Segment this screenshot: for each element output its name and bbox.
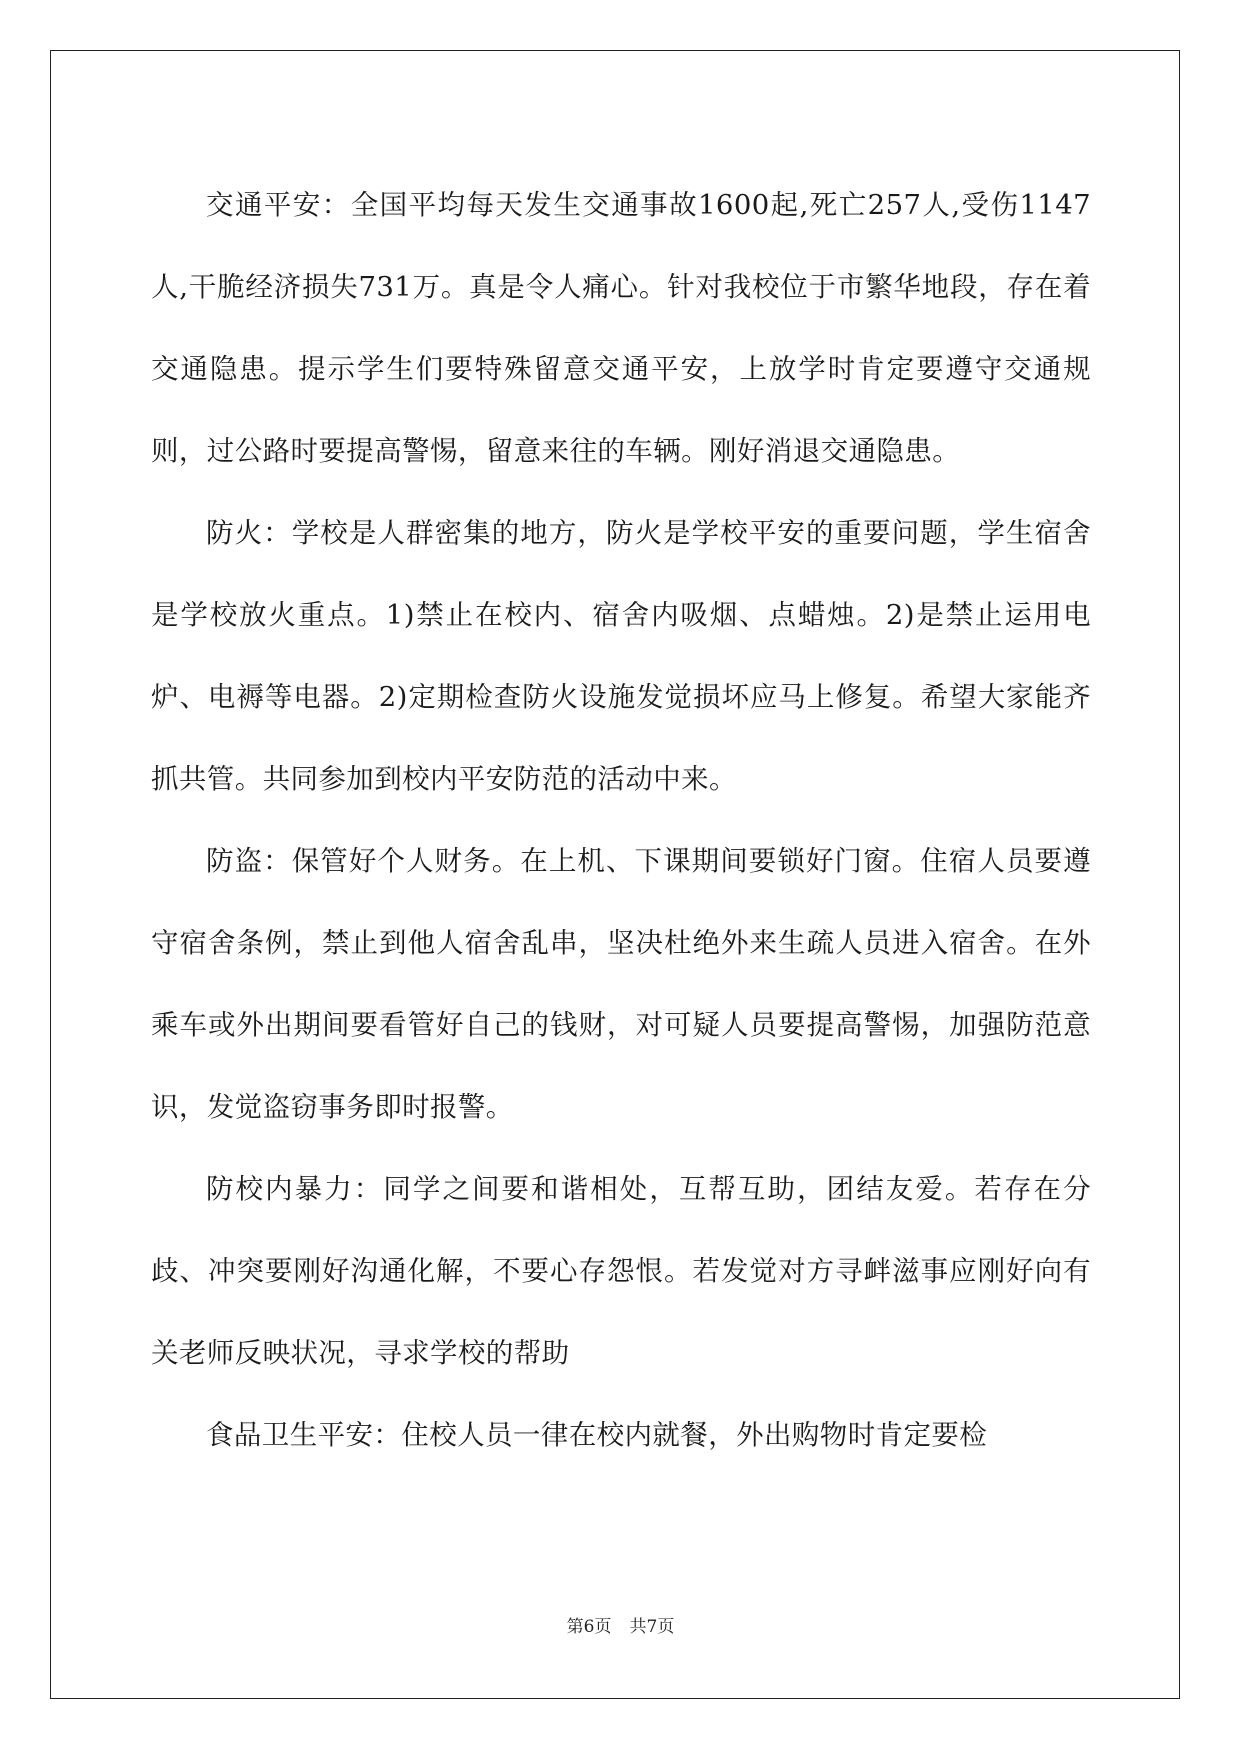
paragraph-theft-prevention: 防盗：保管好个人财务。在上机、下课期间要锁好门窗。住宿人员要遵守宿舍条例，禁止到他人宿舍乱串，坚决杜绝外来生疏人员进入宿舍。在外乘车或外出期间要看管好自己的钱财，对可疑人员要提高警惕，加强防范意识，发觉盗窃事务即时报警。 <box>151 845 1091 1123</box>
paragraph-food-safety: 食品卫生平安：住校人员一律在校内就餐，外出购物时肯定要检 <box>206 1419 988 1451</box>
paragraph-fire-prevention: 防火：学校是人群密集的地方，防火是学校平安的重要问题，学生宿舍是学校放火重点。1)禁止在校内、宿舍内吸烟、点蜡烛。2)是禁止运用电炉、电褥等电器。2)定期检查防火设施发觉损坏应马上修复。希望大家能齐抓共管。共同参加到校内平安防范的活动中来。 <box>151 517 1091 795</box>
page-number-current: 第6页 <box>566 1617 612 1637</box>
page-footer <box>0 1612 1241 1637</box>
page-number-total: 共7页 <box>629 1617 675 1637</box>
document-body <box>151 164 1091 1476</box>
paragraph-campus-violence: 防校内暴力：同学之间要和谐相处，互帮互助，团结友爱。若存在分歧、冲突要刚好沟通化解，不要心存怨恨。若发觉对方寻衅滋事应刚好向有关老师反映状况，寻求学校的帮助 <box>151 1173 1091 1369</box>
paragraph-traffic-safety: 交通平安：全国平均每天发生交通事故1600起,死亡257人,受伤1147人,干脆经济损失731万。真是令人痛心。针对我校位于市繁华地段，存在着交通隐患。提示学生们要特殊留意交通平安，上放学时肯定要遵守交通规则，过公路时要提高警惕，留意来往的车辆。刚好消退交通隐患。 <box>151 189 1091 467</box>
